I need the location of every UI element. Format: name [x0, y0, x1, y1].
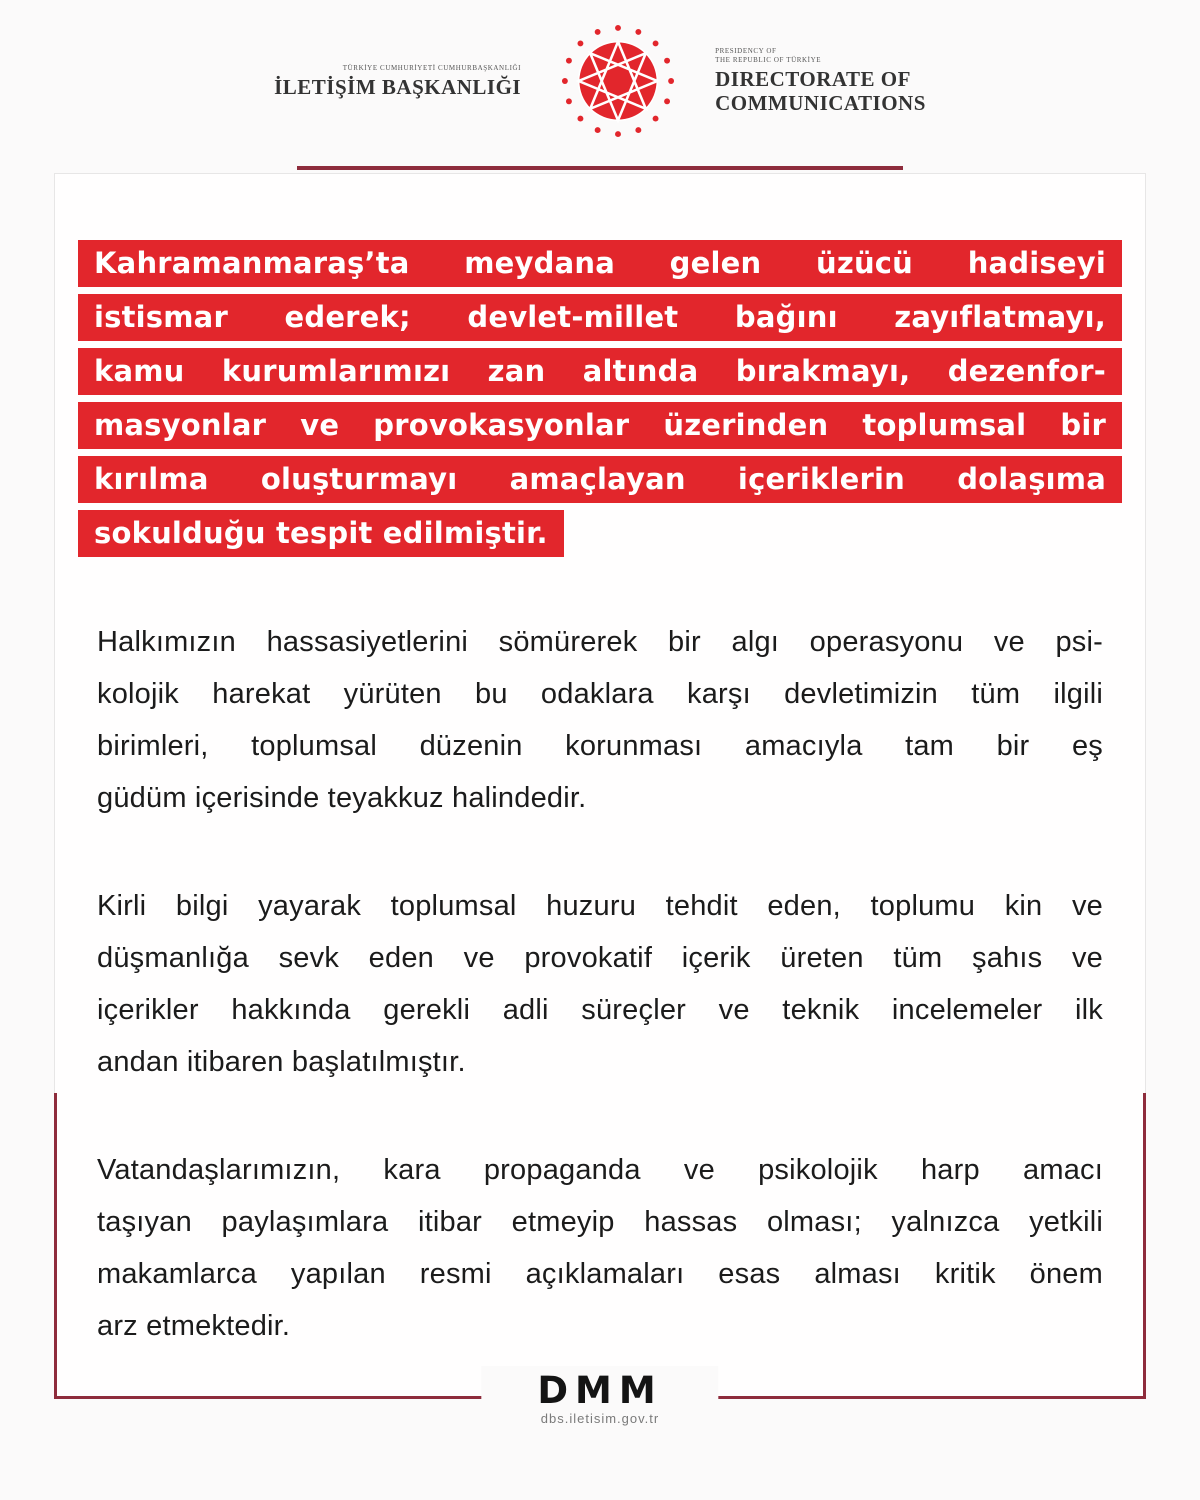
headline-line: kırılma oluşturmayı amaçlayan içeriklerin dolaşıma [78, 456, 1122, 503]
body-line: içerikler hakkında gerekli adli süreçler ve teknik incelemeler ilk [97, 994, 1103, 1026]
body-line: andan itibaren başlatılmıştır. [97, 1046, 466, 1078]
body-line: Halkımızın hassasiyetlerini sömürerek bir algı operasyonu ve psi- [97, 626, 1103, 658]
brand-english-small-text-1: PRESIDENCY OF [715, 47, 777, 55]
card-accent-border-right [1143, 1093, 1146, 1399]
brand-turkish-title: İLETİŞİM BAŞKANLIĞI [274, 74, 522, 99]
brand-english [715, 47, 926, 115]
body-line: güdüm içerisinde teyakkuz halindedir. [97, 782, 587, 814]
headline-line: sokulduğu tespit edilmiştir. [78, 510, 564, 557]
headline-line: Kahramanmaraş’ta meydana gelen üzücü hadiseyi [78, 240, 1122, 287]
highlighted-headline [78, 240, 1122, 564]
body-line: arz etmektedir. [97, 1310, 291, 1342]
body-line: düşmanlığa sevk eden ve provokatif içerik üreten tüm şahıs ve [97, 942, 1103, 974]
brand-english-title-1: DIRECTORATE OF [715, 67, 911, 91]
body-line: makamlarca yapılan resmi açıklamaları esas alması kritik önem [97, 1258, 1103, 1290]
body-paragraph-1 [97, 616, 1103, 824]
brand-turkish-small-text: TÜRKİYE CUMHURİYETİ CUMHURBAŞKANLIĞI [342, 63, 522, 72]
body-line: taşıyan paylaşımlara itibar etmeyip hassas olması; yalnızca yetkili [97, 1206, 1103, 1238]
brand-english-small-text-2: THE REPUBLIC OF TÜRKİYE [715, 56, 822, 64]
body-paragraph-3 [97, 1144, 1103, 1352]
header-divider-rule [297, 166, 903, 170]
body-line: Kirli bilgi yayarak toplumsal huzuru tehdit eden, toplumu kin ve [97, 890, 1103, 922]
headline-line: istismar ederek; devlet-millet bağını zayıflatmayı, [78, 294, 1122, 341]
header [0, 0, 1200, 132]
card-accent-border-left [54, 1093, 57, 1399]
body-line: kolojik harekat yürüten bu odaklara karşı devletimizin tüm ilgili [97, 678, 1103, 710]
body-line: birimleri, toplumsal düzenin korunması amacıyla tam bir eş [97, 730, 1103, 762]
statement-card [54, 173, 1146, 1426]
headline-line: masyonlar ve provokasyonlar üzerinden toplumsal bir [78, 402, 1122, 449]
brand-english-title-2: COMMUNICATIONS [715, 91, 926, 115]
brand-turkish [274, 64, 521, 99]
directorate-logo-icon [559, 22, 677, 140]
dmm-wordmark: DMM [537, 1369, 663, 1412]
body-paragraph-2 [97, 880, 1103, 1088]
dmm-logo [481, 1366, 718, 1440]
body-line: Vatandaşlarımızın, kara propaganda ve psikolojik harp amacı [97, 1154, 1103, 1186]
emblem-svg [559, 22, 677, 140]
headline-line: kamu kurumlarımızı zan altında bırakmayı, dezenfor- [78, 348, 1122, 395]
dmm-website-url: dbs.iletisim.gov.tr [540, 1411, 660, 1426]
